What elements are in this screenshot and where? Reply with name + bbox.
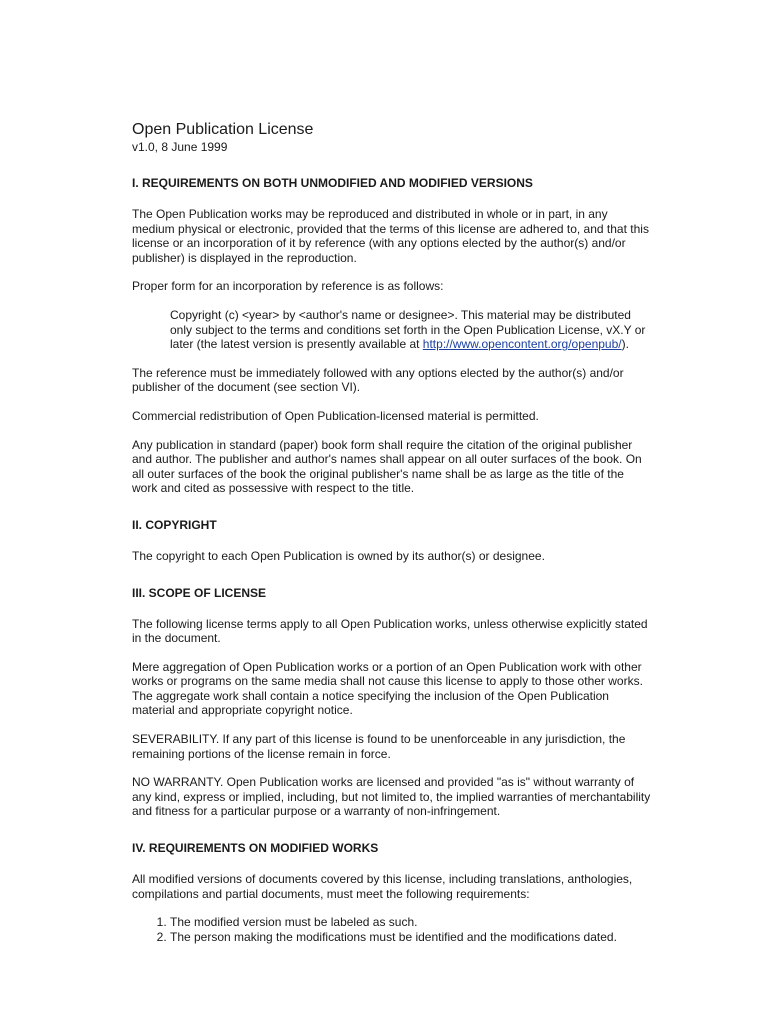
section-copyright: [132, 518, 652, 564]
document-body: [132, 120, 652, 944]
section-requirements-both: [132, 176, 652, 496]
section-heading: II. COPYRIGHT: [132, 517, 217, 532]
paragraph: Proper form for an incorporation by reference is as follows:: [132, 279, 444, 294]
document-version: v1.0, 8 June 1999: [132, 140, 228, 154]
section-heading: III. SCOPE OF LICENSE: [132, 585, 267, 600]
reference-quote: [170, 308, 652, 352]
openpub-link[interactable]: http://www.opencontent.org/openpub/: [422, 337, 622, 352]
section-scope: [132, 586, 652, 820]
paragraph: The reference must be immediately followed with any options elected by the author(s) and/or publisher of the document (see section VI).: [132, 365, 624, 395]
paragraph: Mere aggregation of Open Publication works or a portion of an Open Publication work with other works or programs on the same media shall not cause this license to apply to those other works. The aggregate work shall contain a notice specifying the inclusion of the Open Publication material and appropriate copyright notice.: [132, 659, 643, 718]
paragraph: SEVERABILITY. If any part of this license is found to be unenforceable in any jurisdiction, the remaining portions of the license remain in force.: [132, 732, 626, 761]
section-heading: I. REQUIREMENTS ON BOTH UNMODIFIED AND MODIFIED VERSIONS: [132, 176, 533, 190]
section-modified-works: [132, 841, 652, 944]
paragraph: The following license terms apply to all Open Publication works, unless otherwise explicitly stated in the document.: [132, 616, 648, 646]
paragraph: All modified versions of documents covered by this license, including translations, anthologies, compilations and partial documents, must meet the following requirements:: [132, 872, 633, 901]
paragraph: Commercial redistribution of Open Publication-licensed material is permitted.: [132, 408, 539, 423]
quote-end: ).: [621, 337, 629, 352]
paragraph: NO WARRANTY. Open Publication works are licensed and provided "as is" without warranty of any kind, express or implied, including, but not limited to, the implied warranties of merchantability and fitness for a particular purpose or a warranty of non-infringement.: [132, 775, 651, 819]
quote-text: Copyright (c) <year> by <author's name or designee>. This material may be distributed only subject to the terms and conditions set forth in the Open Publication License, vX.Y or later (the latest version is presently available at: [170, 307, 646, 352]
list-item: 2. The person making the modifications must be identified and the modifications dated.: [170, 930, 652, 945]
requirements-list: [132, 915, 652, 944]
paragraph: The Open Publication works may be reproduced and distributed in whole or in part, in any medium physical or electronic, provided that the terms of this license are adhered to, and that this license or an incorporation of it by reference (with any options elected by the author(s) and/or publisher) is displayed in the reproduction.: [132, 207, 649, 265]
section-heading: IV. REQUIREMENTS ON MODIFIED WORKS: [132, 841, 379, 856]
paragraph: The copyright to each Open Publication is owned by its author(s) or designee.: [132, 548, 545, 563]
paragraph: Any publication in standard (paper) book form shall require the citation of the original publisher and author. The publisher and author's names shall appear on all outer surfaces of the book. On all outer surfaces of the book the original publisher's name shall be as large as the title of the work and cited as possessive with respect to the title.: [132, 437, 642, 496]
document-title: Open Publication License: [132, 121, 314, 138]
list-item: 1. The modified version must be labeled as such.: [170, 915, 652, 930]
